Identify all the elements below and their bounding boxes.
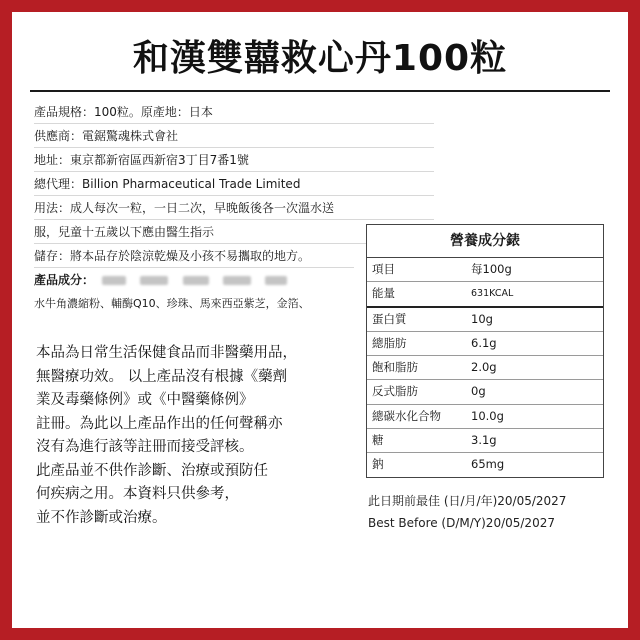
nutrition-value: 10g (471, 311, 493, 326)
address-row: 地址：東京都新宿區西新宿3丁目7番1號 (34, 148, 434, 172)
disclaimer-line: 此產品並不供作診斷、治療或預防任 (36, 462, 268, 479)
nutrition-table (366, 224, 604, 478)
nutrition-value: 0g (471, 384, 486, 399)
best-before-chinese: 此日期前最佳 (日/月/年)20/05/2027 (368, 494, 567, 508)
nutrition-title: 營養成分錶 (367, 225, 603, 258)
disclaimer-line: 業及毒藥條例》或《中醫藥條例》 (36, 392, 254, 408)
nutrition-label: 項目 (372, 262, 395, 276)
nutrition-row (367, 453, 603, 476)
distributor-row: 總代理：Billion Pharmaceutical Trade Limited (34, 172, 434, 196)
redacted-block (140, 276, 168, 285)
nutrition-label: 飽和脂肪 (372, 360, 418, 375)
nutrition-value: 6.1g (471, 335, 497, 350)
nutrition-row (367, 332, 603, 356)
nutrition-label: 能量 (372, 286, 395, 301)
supplier-row: 供應商：電鋸驚魂株式會社 (34, 124, 434, 148)
best-before-english: Best Before (D/M/Y)20/05/2027 (368, 516, 555, 530)
storage-row: 儲存：將本品存於陰涼乾燥及小孩不易攜取的地方。 (34, 244, 434, 268)
disclaimer-line: 註冊。為此以上產品作出的任何聲稱亦 (36, 415, 283, 432)
disclaimer-line: 沒有為進行該等註冊而接受評核。 (36, 439, 254, 455)
redacted-ingredients (102, 269, 297, 293)
redacted-block (102, 276, 126, 285)
nutrition-row (367, 282, 603, 307)
disclaimer-line: 本品為日常生活保健食品而非醫藥用品， (36, 345, 297, 361)
product-label-card (12, 12, 628, 628)
nutrition-label: 糖 (372, 433, 384, 448)
redacted-block (265, 276, 287, 285)
best-before (368, 490, 566, 534)
title-divider (30, 90, 610, 92)
nutrition-label: 鈉 (372, 457, 384, 472)
redacted-block (183, 276, 209, 285)
usage-row-2: 服，兒童十五歲以下應由醫生指示 (34, 220, 434, 244)
ingredients-label: 產品成分： (34, 273, 95, 287)
nutrition-label: 總脂肪 (372, 335, 407, 350)
nutrition-value: 2.0g (471, 360, 497, 375)
nutrition-row (367, 429, 603, 453)
nutrition-label: 蛋白質 (372, 311, 407, 326)
nutrition-value: 每100g (471, 262, 512, 276)
spec-row: 產品規格：100粒。原產地：日本 (34, 100, 434, 124)
nutrition-row (367, 308, 603, 332)
nutrition-label: 總碳水化合物 (372, 408, 441, 423)
nutrition-row (367, 258, 603, 282)
disclaimer-line: 無醫療功效。 以上產品沒有根據《藥劑 (36, 368, 288, 385)
disclaimer-text (36, 342, 356, 530)
nutrition-label: 反式脂肪 (372, 384, 418, 399)
ingredients-list-row: 水牛角濃縮粉、輔酶Q10、珍珠、馬來西亞紫芝，金箔、 (34, 297, 310, 310)
nutrition-value: 3.1g (471, 433, 497, 448)
disclaimer-line: 並不作診斷或治療。 (36, 509, 167, 526)
usage-row-1: 用法：成人每次一粒，一日二次，早晚飯後各一次溫水送 (34, 196, 434, 220)
nutrition-value: 631KCAL (471, 288, 514, 300)
disclaimer-line: 何疾病之用。本資料只供參考， (36, 486, 239, 502)
nutrition-value: 65mg (471, 457, 505, 472)
nutrition-row (367, 380, 603, 404)
product-title: 和漢雙囍救心丹100粒 (132, 38, 508, 79)
nutrition-value: 10.0g (471, 408, 504, 423)
nutrition-row (367, 405, 603, 429)
redacted-block (223, 276, 251, 285)
nutrition-row (367, 356, 603, 380)
